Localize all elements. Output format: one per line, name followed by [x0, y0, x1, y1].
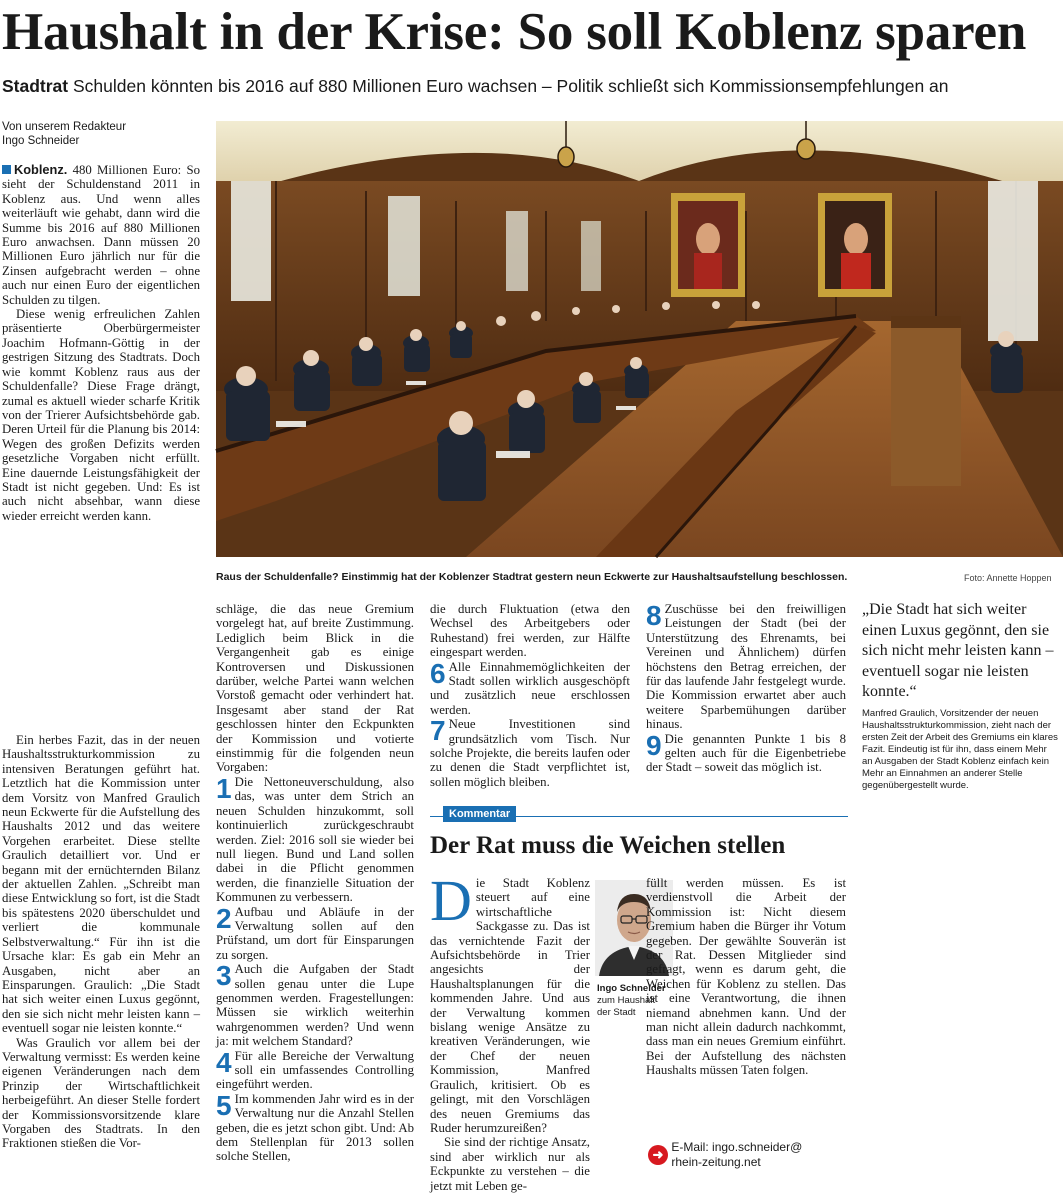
point-number: 2 — [216, 902, 232, 934]
subline-text: Schulden könnten bis 2016 auf 880 Millionen Euro wachsen – Politik schließt sich Kommissionsempfehlungen an — [73, 76, 949, 96]
column3-intro: die durch Fluktuation (etwa den Wechsel des Arbeitgebers oder Ruhestand) frei werden, zur Hälfte eingespart werden. — [430, 602, 630, 660]
point-text: Im kommenden Jahr wird es in der Verwaltung nur die Anzahl Stellen geben, die es jetzt schon gibt. Und: Ab dem Stellenplan für 2013 sollen solche Stellen, — [216, 1091, 414, 1164]
author-name: Ingo Schneider — [597, 983, 666, 994]
arrow-right-icon: ➜ — [648, 1145, 668, 1165]
kommentar-column-2 — [646, 876, 846, 1078]
point-text: Alle Einnahmemöglichkeiten der Stadt sollen wirklich ausgeschöpft und zusätzlich neue erschlossen werden. — [430, 659, 630, 717]
point-number: 6 — [430, 657, 446, 689]
author-email — [648, 1140, 802, 1170]
kommentar-tag: Kommentar — [443, 806, 516, 822]
kommentar-paragraph-3: füllt werden müssen. Es ist verdienstvoll die Arbeit der Kommission ist: Nicht diesem Gremium haben die Bürger ihr Votum gegeben. Der gewählte Souverän ist der Rat. Dessen Mitglieder sind gefragt, wenn es darum geht, die Weichen für Koblenz zu stellen. Das ist eine Verantwortung, die ihnen niemand abnehmen kann. Und der man nicht allein dadurch nachkommt, dass man ein neues Gremium einführt. Bei der Aufstellung des nächsten Haushalts müssen Taten folgen. — [646, 876, 846, 1078]
byline-line1: Von unserem Redakteur — [2, 121, 127, 133]
point-1 — [216, 772, 414, 905]
point-text: Für alle Bereiche der Verwaltung soll ein umfassendes Controlling eingeführt werden. — [216, 1048, 414, 1092]
point-text: Auch die Aufgaben der Stadt sollen genau unter die Lupe genommen werden. Fragestellungen: Müssen sie wirklich weiterhin wahrgenommen werden? Und wenn ja: mit welchem Standard? — [216, 962, 414, 1049]
subline — [2, 74, 1062, 98]
byline — [2, 120, 212, 148]
email-user[interactable]: ingo.schneider@ — [712, 1140, 803, 1154]
kommentar-paragraph-2: Sie sind der richtige Ansatz, sind aber wirklich nur als Eckpunkte zu verstehen – die jetzt mit Leben ge- — [430, 1135, 590, 1193]
article-column-2 — [216, 602, 414, 1164]
point-8 — [646, 602, 846, 732]
author-topic-line2: der Stadt — [597, 1007, 636, 1018]
article-column-4 — [646, 602, 846, 775]
pull-quote-source: Manfred Graulich, Vorsitzender der neuen Haushaltsstrukturkommission, zieht nach der ersten Zeit der Arbeit des Gremiums ein klares Fazit. Eindeutig ist für ihn, dass einem Mehr an Ausgaben der Stadt Koblenz einfach kein Mehr an Einnahmen an anderer Stelle gegenübergestellt wurde. — [862, 708, 1058, 791]
point-text: Neue Investitionen sind grundsätzlich vom Tisch. Nur solche Projekte, die bereits laufen oder zu denen die Stadt verpflichtet ist, sollen möglich bleiben. — [430, 717, 630, 789]
location-marker-icon — [2, 165, 11, 174]
point-number: 8 — [646, 600, 662, 631]
point-number: 9 — [646, 729, 662, 761]
pull-quote: „Die Stadt hat sich weiter einen Luxus gegönnt, den sie sich nicht mehr leisten kann – eventuell sogar nie leisten konnte.“ — [862, 601, 1054, 700]
lead-paragraph-1: 480 Millionen Euro: So sieht der Schuldenstand 2011 in Koblenz aus. Und wenn alles weiterläuft wie gehabt, dann wird die Summe bis 2016 auf 880 Millionen Euro anwachsen. Dann müssen 20 Millionen Euro jährlich nur für die Zinsen aufgebracht werden – ohne auch nur einen Euro der eigentlichen Schulden zu tilgen. — [2, 163, 200, 307]
author-topic-line1: zum Haushalt — [597, 995, 656, 1006]
lead-paragraph-2: Diese wenig erfreulichen Zahlen präsentierte Oberbürgermeister Joachim Hofmann-Göttig in der gestrigen Sitzung des Stadtrats. Doch wie kommt Koblenz raus aus der Schuldenfalle? Diese Frage drängt, zumal es aktuell wieder scharfe Kritik von der Trierer Aufsichtsbehörde gab. Deren Urteil für die Planung bis 2014: Wegen des großen Defizits werden gesetzliche Vorgaben nicht erfüllt. Eine dauernde Leistungsfähigkeit der Stadt ist nicht gegeben. Und: Es ist auch nicht absehbar, wann diese wieder erreicht werden kann. — [2, 307, 200, 523]
point-4 — [216, 1046, 414, 1092]
point-number: 3 — [216, 960, 232, 992]
point-6 — [430, 657, 630, 718]
kommentar-dropcap: D — [430, 868, 472, 933]
point-number: 7 — [430, 715, 446, 747]
point-7 — [430, 717, 630, 789]
point-3 — [216, 962, 414, 1048]
column1-paragraph-1: Ein herbes Fazit, das in der neuen Haushaltsstrukturkommission zu intensiven Beratungen geführt hat. Letztlich hat die Kommission unter dem Vorsitz von Manfred Graulich neun Eckwerte für die Aufstellung des Haushalts 2012 und das weitere Vorgehen erarbeitet. Diese stellte Graulich detailliert vor. Und er begann mit der ernüchternden Bilanz der aktuellen Zahlen. „Schreibt man diese Entwicklung so fort, ist die Stadt bis spätestens 2020 überschuldet und verliert die kommunale Selbstverwaltung.“ Für ihn ist die Ursache klar: Es gab ein Mehr an Ausgaben, nicht aber an Einsparungen. Graulich: „Die Stadt hat sich weiter einen Luxus gegönnt, den sie sich nicht mehr leisten kann – eventuell sogar nie leisten konnte.“ — [2, 733, 200, 1036]
point-text: Die Nettoneuverschuldung, also das, was unter dem Strich an neuen Schulden hinzukommt, soll kontinuierlich zurückgeschraubt werden. Ziel: 2016 soll sie wieder bei null liegen. Bund und Land sollen dabei in die Pflicht genommen werden, die finanzielle Situation der Kommunen zu verbessern. — [216, 774, 414, 905]
point-text: Zuschüsse bei den freiwilligen Leistungen der Stadt (bei der Unterstützung des Ehrenamts, bei Vereinen und Ähnlichem) dürfen höchstens den Betrag erreichen, der für das laufende Jahr festgelegt wurde. Die Kommission erwartet aber auch weitere Sparbemühungen darüber hinaus. — [646, 602, 846, 732]
photo-credit: Foto: Annette Hoppen — [964, 573, 1052, 583]
lead-location: Koblenz. — [14, 162, 68, 177]
point-text: Die genannten Punkte 1 bis 8 gelten auch für die Eigenbetriebe der Stadt – soweit das möglich ist. — [646, 731, 846, 775]
column2-intro: schläge, die das neue Gremium vorgelegt hat, auf breite Zustimmung. Lediglich beim Blick in die Vergangenheit gab es einige Kontroversen und Diskussionen darüber, welche Partei wann welchen Vorstoß gemacht oder verhindert hat. Insgesamt aber stand der Rat geschlossen hinter den Eckpunkten der Kommission und votierte einstimmig für die folgenden neun Vorgaben: — [216, 602, 414, 775]
point-number: 4 — [216, 1046, 232, 1078]
column1-paragraph-2: Was Graulich vor allem bei der Verwaltung vermisst: Es werden keine eigenen Veränderungen nach dem Prinzip der Wirtschaftlichkeit herbeigeführt. An dieser Stelle fordert der Kommissionsvorsitzende klare Vorgaben des Stadtrats. In den Fraktionen stießen die Vor- — [2, 1035, 200, 1151]
point-5 — [216, 1089, 414, 1164]
point-text: Aufbau und Abläufe in der Verwaltung sollen auf den Prüfstand, um dort für Einsparungen zu sorgen. — [216, 904, 414, 962]
council-session-photo — [216, 121, 1063, 557]
point-number: 1 — [216, 772, 232, 804]
headline: Haushalt in der Krise: So soll Koblenz sparen — [2, 3, 1027, 61]
point-2 — [216, 902, 414, 963]
kommentar-title: Der Rat muss die Weichen stellen — [430, 832, 786, 859]
article-column-3 — [430, 602, 630, 789]
email-domain[interactable]: rhein-zeitung.net — [671, 1155, 761, 1169]
kommentar-column-1 — [430, 868, 590, 1193]
point-9 — [646, 729, 846, 775]
article-column-1 — [2, 733, 200, 1151]
lead-text — [2, 163, 200, 523]
kommentar-paragraph-1: ie Stadt Koblenz steuert auf eine wirtschaftliche Sackgasse zu. Das ist das vernichtende Fazit der Aufsichtsbehörde in Trier angesichts der Haushaltsplanungen für die kommenden Jahre. Und aus der Verwaltung kommen bislang wenige Ansätze zu kreativen Veränderungen, wie der Chef der neuen Kommission, Manfred Graulich, kritisiert. Ob es gelingt, mit den Vorschlägen des neuen Gremiums das Ruder herumzureißen? — [430, 876, 590, 1135]
byline-author: Ingo Schneider — [2, 135, 80, 147]
email-label: E-Mail: — [671, 1140, 709, 1154]
photo-caption: Raus der Schuldenfalle? Einstimmig hat der Koblenzer Stadtrat gestern neun Eckwerte zur Haushaltsaufstellung beschlossen. — [216, 571, 848, 583]
subline-kicker: Stadtrat — [2, 76, 69, 96]
point-number: 5 — [216, 1089, 232, 1121]
